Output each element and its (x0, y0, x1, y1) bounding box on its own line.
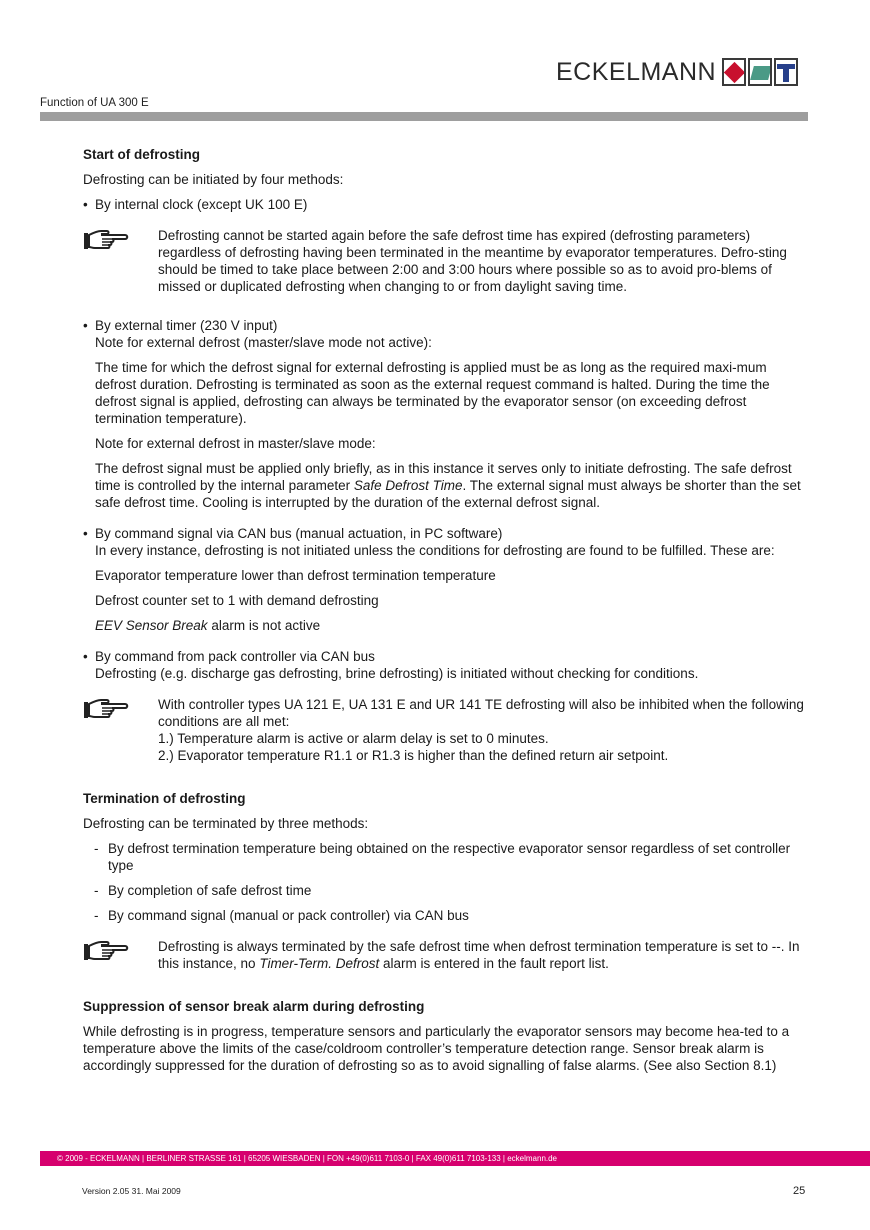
page-number: 25 (793, 1185, 806, 1197)
logo-green-parallelogram-icon (748, 58, 772, 86)
termination-intro: Defrosting can be terminated by three methods: (83, 816, 369, 831)
pack-controller-text: Defrosting (e.g. discharge gas defrosting, brine defrosting) is initiated without checking for conditions. (95, 666, 699, 681)
external-master-text: The defrost signal must be applied only briefly, as in this instance it serves only to initiate defrosting. The safe defrost time is controlled by the internal parameter Safe Defrost Time. The external signal must always be shorter than the set safe defrost time. Cooling is interrupted by the duration of the external defrost signal. (95, 461, 801, 510)
note-safe-defrost-text: Defrosting cannot be started again before the safe defrost time has expired (defrosting parameters) regardless of defrosting having been terminated in the meantime by evaporator temperatures. Defro-sting should be timed to take place between 2:00 and 3:00 hours where possible so as to avoid pro-blems of missed or duplicated defrosting when changing to or from daylight saving time. (158, 228, 787, 294)
header-divider (40, 112, 808, 121)
section-heading-suppression: Suppression of sensor break alarm during defrosting (83, 999, 425, 1014)
can-condition-2: Defrost counter set to 1 with demand defrosting (95, 593, 379, 608)
bullet-internal-clock: • By internal clock (except UK 100 E) (83, 196, 811, 213)
footer-version: Version 2.05 31. Mai 2009 (82, 1186, 181, 1196)
suppression-text: While defrosting is in progress, temperature sensors and particularly the evaporator sensors may become hea-ted to a temperature above the limits of the case/coldroom controller’s temperature detection range. Sensor break alarm is accordingly suppressed for the duration of defrosting so as to avoid signalling of false alarms. (See also Section 8.1) (83, 1024, 790, 1073)
bullet-can-command: • By command signal via CAN bus (manual actuation, in PC software) (83, 525, 811, 542)
eckelmann-logo (556, 58, 798, 86)
note-safe-defrost (83, 227, 811, 295)
section-heading-termination: Termination of defrosting (83, 791, 246, 806)
note-termination (83, 938, 811, 972)
termination-item: - By defrost termination temperature being obtained on the respective evaporator sensor regardless of set controller type (83, 840, 811, 874)
logo-squares (722, 58, 798, 86)
section-heading-start: Start of defrosting (83, 147, 200, 162)
external-note-label: Note for external defrost (master/slave mode not active): (95, 335, 432, 350)
page-content (83, 146, 811, 1082)
can-conditions-intro: In every instance, defrosting is not initiated unless the conditions for defrosting are found to be fulfilled. These are: (95, 543, 775, 558)
external-master-label: Note for external defrost in master/slave mode: (95, 436, 376, 451)
note-controller-types-text: With controller types UA 121 E, UA 131 E and UR 141 TE defrosting will also be inhibited when the following conditions are all met: 1.) Temperature alarm is active or alarm delay is set to 0 minutes. 2.) Evaporator temperature R1.1 or R1.3 is higher than the defined return air setpoint. (158, 697, 804, 763)
pointing-hand-icon (83, 229, 129, 251)
pointing-hand-icon (83, 940, 129, 962)
start-intro: Defrosting can be initiated by four methods: (83, 172, 344, 187)
bullet-pack-controller: • By command from pack controller via CAN bus (83, 648, 811, 665)
external-text: The time for which the defrost signal for external defrosting is applied must be as long as the required maxi-mum defrost duration. Defrosting is terminated as soon as the external request command is halted. During the time the defrost signal is applied, defrosting can always be terminated by the evaporator sensor (on exceeding defrost termination temperature). (95, 360, 770, 426)
bullet-external-timer: • By external timer (230 V input) (83, 317, 811, 334)
footer-address-bar: © 2009 - ECKELMANN | BERLINER STRASSE 161 | 65205 WIESBADEN | FON +49(0)611 7103-0 | FAX 49(0)611 7103-133 | eckelmann.de (40, 1151, 870, 1166)
logo-red-diamond-icon (722, 58, 746, 86)
can-condition-1: Evaporator temperature lower than defrost termination temperature (95, 568, 496, 583)
logo-blue-tee-icon (774, 58, 798, 86)
termination-item: - By completion of safe defrost time (83, 882, 811, 899)
pointing-hand-icon (83, 698, 129, 720)
note-controller-types (83, 696, 811, 764)
can-condition-3: EEV Sensor Break alarm is not active (95, 618, 321, 633)
note-termination-text: Defrosting is always terminated by the safe defrost time when defrost termination temperature is set to --. In this instance, no Timer-Term. Defrost alarm is entered in the fault report list. (158, 939, 800, 971)
page-header-title: Function of UA 300 E (40, 97, 149, 109)
logo-text: ECKELMANN (556, 57, 717, 86)
termination-item: - By command signal (manual or pack controller) via CAN bus (83, 907, 811, 924)
